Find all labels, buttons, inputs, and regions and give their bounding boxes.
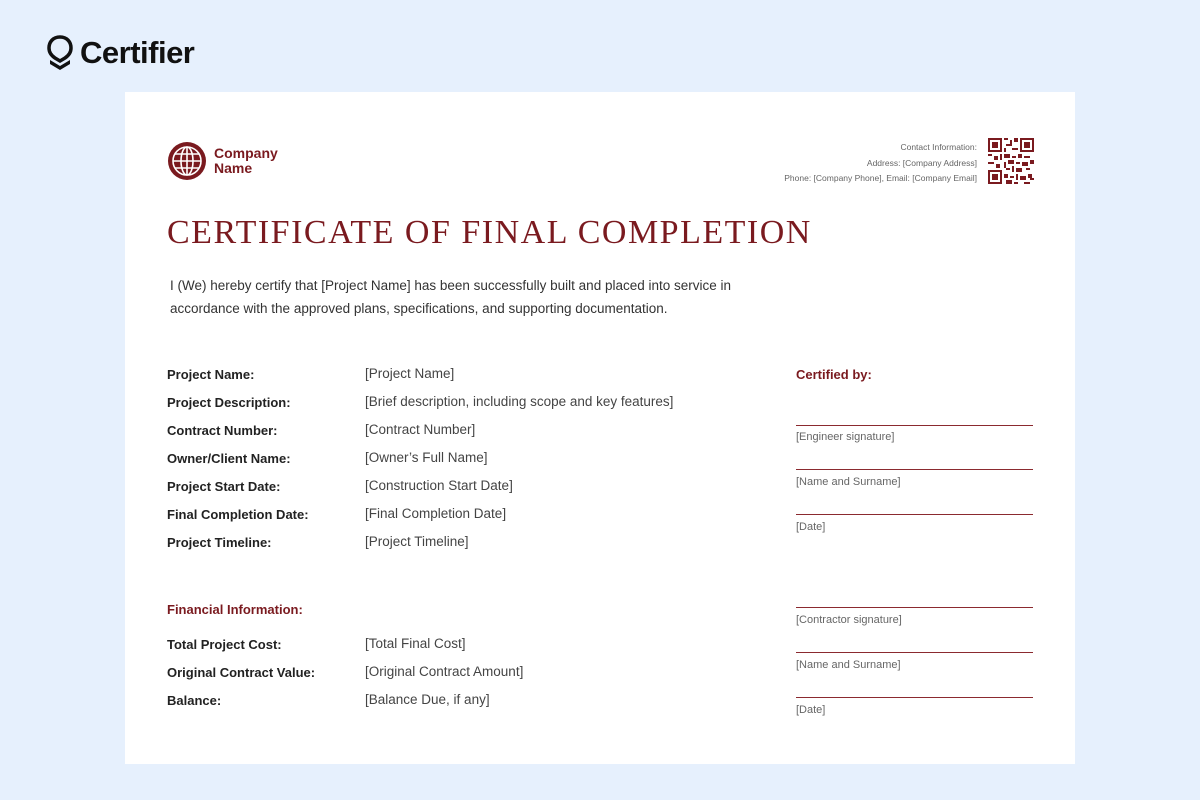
field-value: [Project Timeline]: [365, 534, 469, 549]
field-label: Project Timeline:: [167, 535, 272, 550]
certifier-logo: [46, 34, 194, 72]
field-value: [Contract Number]: [365, 422, 476, 437]
signature-caption: [Date]: [796, 521, 826, 533]
contact-address: Address: [Company Address]: [866, 157, 977, 168]
field-value: [Balance Due, if any]: [365, 692, 490, 707]
brand-name: Certifier: [80, 35, 195, 70]
financial-heading: Financial Information:: [167, 602, 303, 617]
field-label: Balance:: [167, 693, 222, 708]
signature-caption: [Contractor signature]: [796, 614, 902, 626]
signature-line: [796, 469, 1033, 470]
certifier-shield-icon: [46, 34, 74, 72]
contact-heading: Contact Information:: [900, 142, 977, 152]
contact-phone-email: Phone: [Company Phone], Email: [Company Email]: [784, 173, 977, 183]
field-label: Total Project Cost:: [167, 637, 282, 652]
signature-line: [796, 514, 1033, 515]
field-label: Project Start Date:: [167, 479, 281, 494]
field-value: [Brief description, including scope and key features]: [365, 394, 674, 409]
signature-caption: [Name and Surname]: [796, 476, 901, 488]
contact-info: [784, 140, 977, 187]
field-value: [Project Name]: [365, 366, 455, 381]
signature-line: [796, 607, 1033, 608]
field-value: [Original Contract Amount]: [365, 664, 524, 679]
certificate-title: CERTIFICATE OF FINAL COMPLETION: [167, 214, 812, 251]
globe-icon: [167, 141, 207, 181]
field-label: Contract Number:: [167, 423, 278, 438]
signature-line: [796, 425, 1033, 426]
qr-code-icon: [988, 138, 1034, 184]
field-label: Project Description:: [167, 395, 291, 410]
field-value: [Owner’s Full Name]: [365, 450, 488, 465]
signature-caption: [Engineer signature]: [796, 431, 895, 443]
company-logo: [167, 141, 284, 181]
field-label: Project Name:: [167, 367, 255, 382]
signature-caption: [Date]: [796, 704, 826, 716]
field-value: [Construction Start Date]: [365, 478, 513, 493]
signature-line: [796, 652, 1033, 653]
certified-by-heading: Certified by:: [796, 367, 872, 382]
field-value: [Total Final Cost]: [365, 636, 466, 651]
field-label: Final Completion Date:: [167, 507, 309, 522]
field-label: Owner/Client Name:: [167, 451, 291, 466]
field-value: [Final Completion Date]: [365, 506, 507, 521]
certificate-sheet: [125, 92, 1075, 764]
field-label: Original Contract Value:: [167, 665, 316, 680]
signature-caption: [Name and Surname]: [796, 659, 901, 671]
signature-line: [796, 697, 1033, 698]
certificate-intro: I (We) hereby certify that [Project Name] has been successfully built and placed into service in accordance with the approved plans, specifications, and supporting documentation.: [170, 278, 732, 316]
company-name: Company Name: [214, 145, 278, 176]
